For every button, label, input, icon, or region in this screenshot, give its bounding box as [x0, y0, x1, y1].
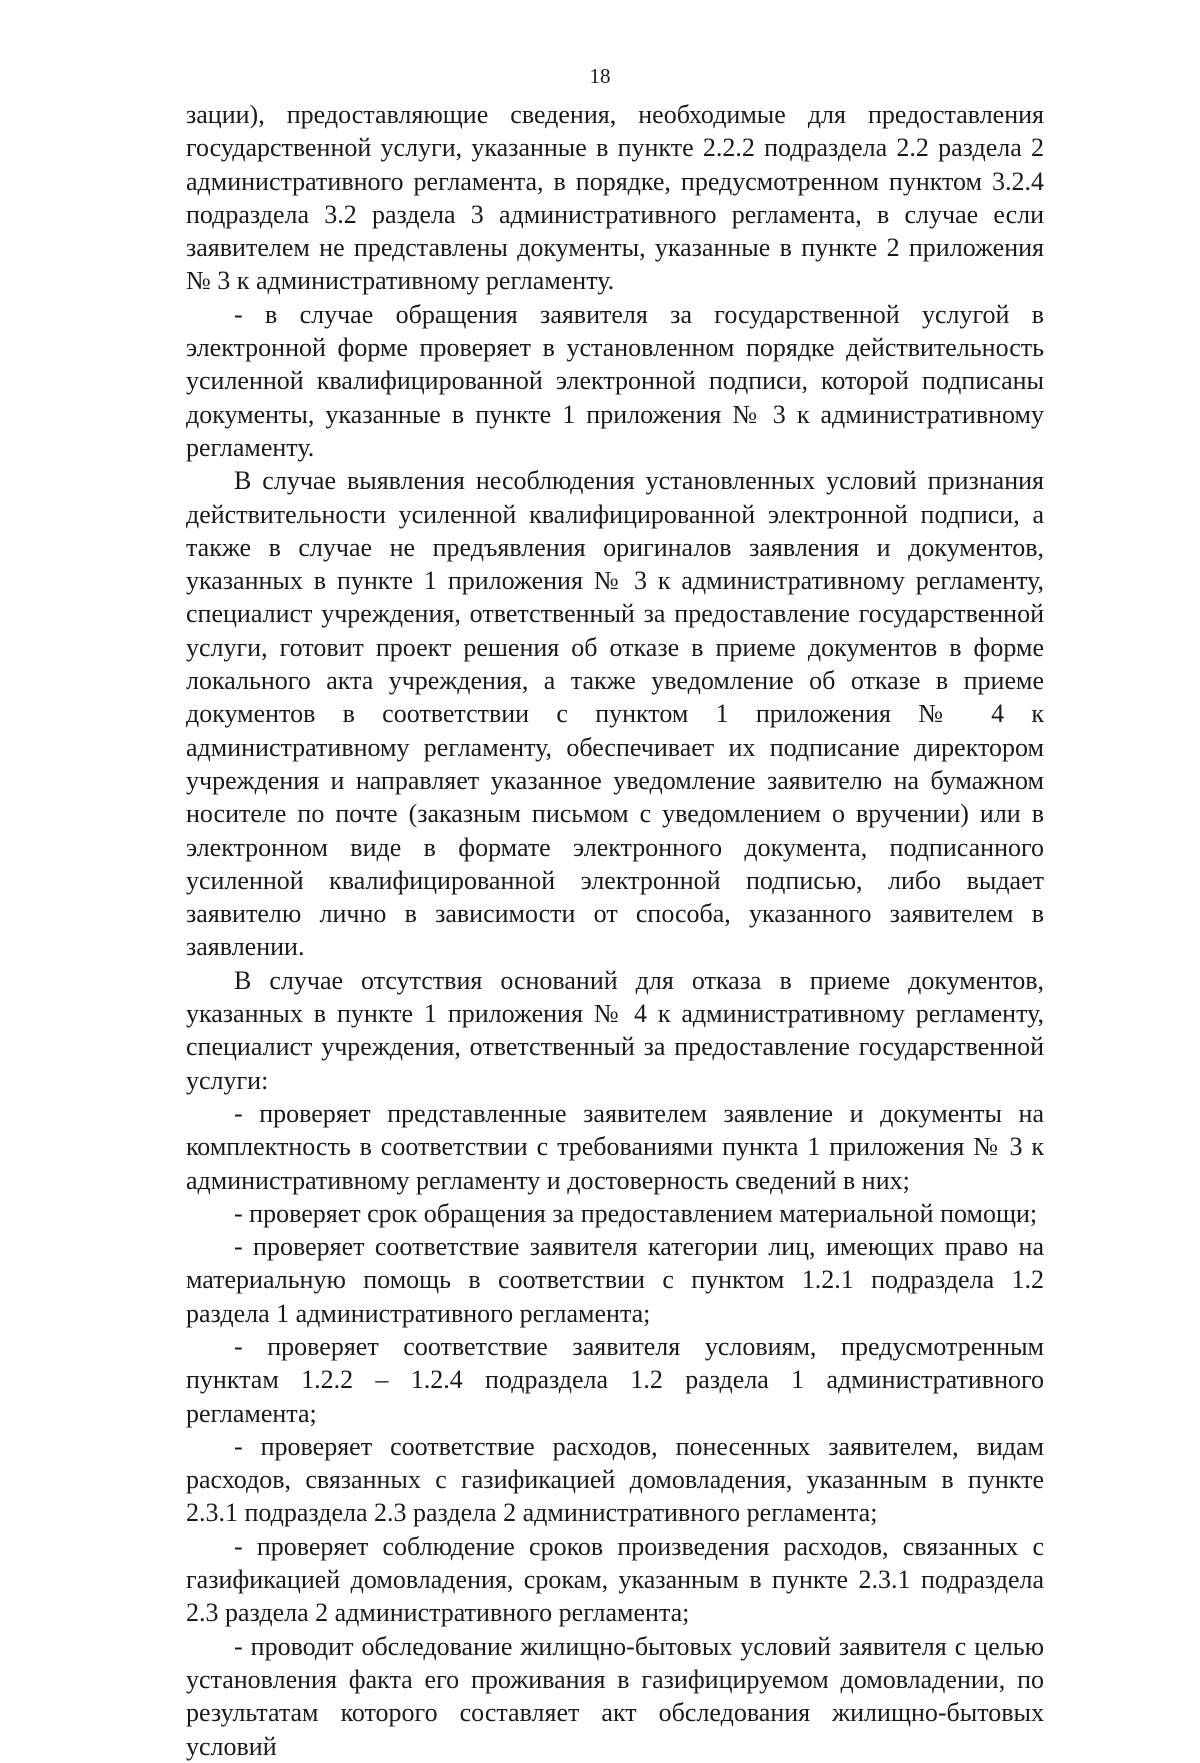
list-item-check-completeness: - проверяет представленные заявителем заявление и документы на комплектность в соответствии с требованиями пункта 1 приложения № 3 к административному регламенту и достоверность сведений в них; [186, 1098, 1044, 1195]
paragraph-no-grounds-for-refusal: В случае отсутствия оснований для отказа в приеме документов, указанных в пункте 1 приложения № 4 к административному регламенту, специалист учреждения, ответственный за предоставление государственной услуги: [186, 965, 1044, 1095]
list-item-check-expense-dates: - проверяет соблюдение сроков произведения расходов, связанных с газификацией домовладения, срокам, указанным в пункте 2.3.1 подраздела 2.3 раздела 2 административного регламента; [186, 1531, 1044, 1628]
list-item-inspection: - проводит обследование жилищно-бытовых условий заявителя с целью установления факта его проживания в газифицируемом домовладении, по результатам которого составляет акт обследования жилищно-бытовых условий [186, 1631, 1044, 1761]
list-item-check-conditions: - проверяет соответствие заявителя условиям, предусмотренным пунктам 1.2.2 – 1.2.4 подраздела 1.2 раздела 1 административного регламента; [186, 1331, 1044, 1428]
document-body [186, 98, 1044, 1763]
list-item-check-expenses: - проверяет соответствие расходов, понесенных заявителем, видам расходов, связанных с газификацией домовладения, указанным в пункте 2.3.1 подраздела 2.3 раздела 2 административного регламента; [186, 1431, 1044, 1528]
page-number: 18 [589, 64, 611, 88]
paragraph-electronic-signature-check: - в случае обращения заявителя за государственной услугой в электронной форме проверяет в установленном порядке действительность усиленной квалифицированной электронной подписи, которой подписаны документы, указанные в пункте 1 приложения № 3 к административному регламенту. [186, 299, 1044, 462]
paragraph-refusal-case: В случае выявления несоблюдения установленных условий признания действительности усиленной квалифицированной электронной подписи, а также в случае не предъявления оригиналов заявления и документов, указанных в пункте 1 приложения № 3 к административному регламенту, специалист учреждения, ответственный за предоставление государственной услуги, готовит проект решения об отказе в приеме документов в форме локального акта учреждения, а также уведомление об отказе в приеме документов в соответствии с пунктом 1 приложения № 4 к административному регламенту, обеспечивает их подписание директором учреждения и направляет указанное уведомление заявителю на бумажном носителе по почте (заказным письмом с уведомлением о вручении) или в электронном виде в формате электронного документа, подписанного усиленной квалифицированной электронной подписью, либо выдает заявителю лично в зависимости от способа, указанного заявителем в заявлении. [186, 466, 1044, 962]
paragraph-continuation: зации), предоставляющие сведения, необходимые для предоставления государственной услуги, указанные в пункте 2.2.2 подраздела 2.2 раздела 2 административного регламента, в порядке, предусмотренном пунктом 3.2.4 подраздела 3.2 раздела 3 административного регламента, в случае если заявителем не представлены документы, указанные в пункте 2 приложения № 3 к административному регламенту. [186, 100, 1044, 296]
list-item-check-deadline: - проверяет срок обращения за предоставлением материальной помощи; [234, 1198, 1038, 1228]
list-item-check-category: - проверяет соответствие заявителя категории лиц, имеющих право на материальную помощь в соответствии с пунктом 1.2.1 подраздела 1.2 раздела 1 административного регламента; [186, 1232, 1044, 1328]
